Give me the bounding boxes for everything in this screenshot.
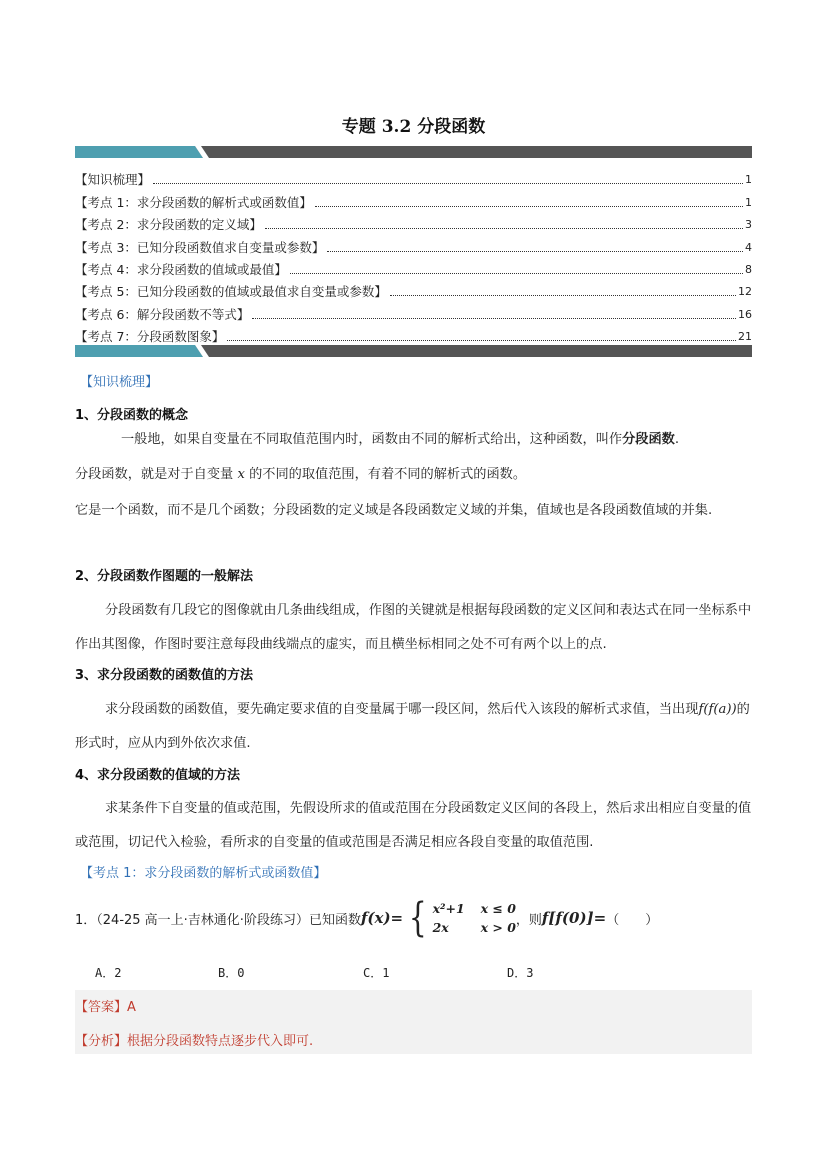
toc-item[interactable]: 【考点 2：求分段函数的定义域】 3 xyxy=(75,217,752,233)
question-middle: ，则 xyxy=(515,912,542,928)
paragraph-2: 分段函数有几段它的图像就由几条曲线组成，作图的关键就是根据每段函数的定义区间和表达式在同一坐标系中作出其图像，作图时要注意每段曲线端点的虚实，而且横坐标相同之处不可有两个以上的点. xyxy=(75,603,752,652)
answer-box xyxy=(75,990,752,1054)
option-b[interactable]: B．0 xyxy=(218,966,245,980)
toc-item[interactable]: 【知识梳理】 1 xyxy=(75,172,752,188)
header-band-top xyxy=(75,146,752,158)
piecewise-formula: f(x)= { x²+1 x ≤ 0 2x x > 0 xyxy=(360,895,516,941)
option-c[interactable]: C．1 xyxy=(363,966,390,980)
table-of-contents xyxy=(75,165,752,344)
section-tag-topic-1: 【考点 1：求分段函数的解析式或函数值】 xyxy=(80,866,327,881)
question-1 xyxy=(75,895,752,941)
toc-item[interactable]: 【考点 1：求分段函数的解析式或函数值】 1 xyxy=(75,194,752,210)
option-d[interactable]: D．3 xyxy=(507,966,534,980)
toc-item[interactable]: 【考点 7：分段函数图象】 21 xyxy=(75,329,752,345)
toc-item[interactable]: 【考点 6：解分段函数不等式】 16 xyxy=(75,306,752,322)
section-tag-knowledge: 【知识梳理】 xyxy=(80,375,159,390)
heading-2: 2、分段函数作图题的一般解法 xyxy=(75,569,254,584)
header-band-bottom xyxy=(75,345,752,357)
paragraph-1b: 分段函数，就是对于自变量 x 的不同的取值范围，有着不同的解析式的函数。 xyxy=(75,467,527,482)
toc-item[interactable]: 【考点 3：已知分段函数值求自变量或参数】 4 xyxy=(75,239,752,255)
toc-item[interactable]: 【考点 5：已知分段函数的值域或最值求自变量或参数】 12 xyxy=(75,284,752,300)
heading-3: 3、求分段函数的函数值的方法 xyxy=(75,668,254,683)
question-ask: f[f(0)]= xyxy=(541,909,607,927)
paragraph-1a: 一般地，如果自变量在不同取值范围内时，函数由不同的解析式给出，这种函数，叫作分段函数. xyxy=(121,432,680,447)
heading-1: 1、分段函数的概念 xyxy=(75,408,189,423)
toc-item[interactable]: 【考点 4：求分段函数的值域或最值】 8 xyxy=(75,261,752,277)
question-prefix: 1．（24-25 高一上·吉林通化·阶段练习）已知函数 xyxy=(75,912,361,928)
heading-4: 4、求分段函数的值域的方法 xyxy=(75,768,241,783)
paragraph-3: 求分段函数的函数值，要先确定要求值的自变量属于哪一段区间，然后代入该段的解析式求值，当出现f(f(a))的形式时，应从内到外依次求值. xyxy=(75,702,750,751)
analysis-label: 【分析】根据分段函数特点逐步代入即可. xyxy=(75,1034,314,1049)
paragraph-1c: 它是一个函数，而不是几个函数；分段函数的定义域是各段函数定义域的并集，值域也是各段函数值域的并集. xyxy=(75,503,713,518)
paragraph-4: 求某条件下自变量的值或范围，先假设所求的值或范围在分段函数定义区间的各段上，然后求出相应自变量的值或范围，切记代入检验，看所求的自变量的值或范围是否满足相应各段自变量的取值范围. xyxy=(75,801,752,850)
page-title: 专题 3.2 分段函数 xyxy=(341,117,486,137)
option-a[interactable]: A．2 xyxy=(95,966,122,980)
question-suffix: （ ） xyxy=(606,912,659,928)
answer-label: 【答案】A xyxy=(75,1000,136,1015)
